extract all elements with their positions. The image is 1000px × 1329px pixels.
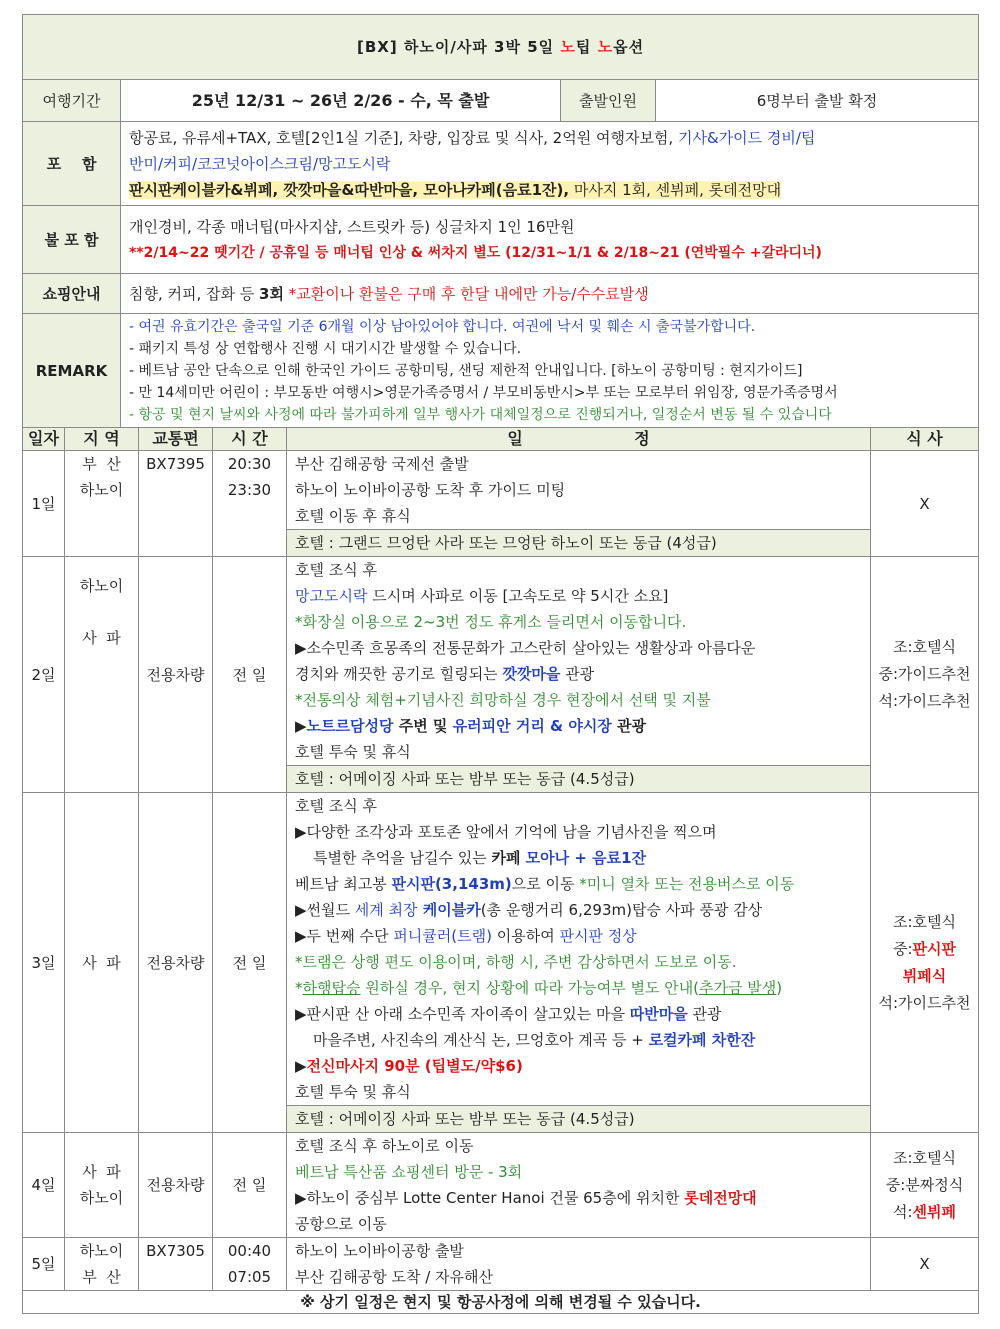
remark-item: - 패키지 특성 상 연합행사 진행 시 대기시간 발생할 수 있습니다.: [129, 340, 522, 357]
meal-cell: 조:호텔식 중:가이드추천 석:가이드추천: [871, 557, 979, 793]
hotel-info: 호텔 : 어메이징 사파 또는 밤부 또는 동급 (4.5성급): [287, 765, 870, 792]
hotel-info: 호텔 : 어메이징 사파 또는 밤부 또는 동급 (4.5성급): [287, 1105, 870, 1132]
itinerary-sheet: [22, 14, 978, 1314]
day-row: 4일 사 파 하노이 전용차량 전 일 호텔 조식 후 하노이로 이동 베트남 특산품 쇼핑센터 방문 - 3회 ▶하노이 중심부 Lotte Center Hanoi 건물 65층에 위치한 롯데전망대 공항으로 이동 조:호텔식 중:분짜정식 석:센뷔페: [23, 1133, 979, 1238]
meal-cell: 조:호텔식 중:분짜정식 석:센뷔페: [871, 1133, 979, 1238]
remark-item: - 만 14세미만 어린이 : 부모동반 여행시>영문가족증명서 / 부모비동반시>부 또는 모로부터 위임장, 영문가족증명서: [129, 384, 838, 401]
day-row: 1일 부 산 하노이 BX7395 20:30 23:30 부산 김해공항 국제선 출발 하노이 노이바이공항 도착 후 가이드 미팅 호텔 이동 후 휴식 호텔 : 그랜드 므엉탄 사라 또는 므엉탄 하노이 또는 동급 (4성급) X: [23, 451, 979, 557]
include-value: 항공료, 유류세+TAX, 호텔[2인1실 기준], 차량, 입장료 및 식사, 2억원 여행자보험, 기사&가이드 경비/팁 반미/커피/코코넛아이스크림/망고도시락 판시판케이블카&뷔페, 깟깟마을&따반마을, 모아나카페(음료1잔), 마사지 1회, 센뷔페, 롯데전망대: [121, 122, 979, 206]
exclude-label: 불 포 함: [23, 206, 121, 274]
period-value: 25년 12/31 ~ 26년 2/26 - 수, 목 출발: [121, 80, 561, 122]
people-value: 6명부터 출발 확정: [656, 80, 979, 122]
schedule-table: [22, 427, 979, 1314]
day-row: 2일 하노이 사 파 전용차량 전 일 호텔 조식 후 망고도시락 드시며 사파로 이동 [고속도로 약 5시간 소요] *화장실 이용으로 2~3번 정도 휴게소 들리면서 이동합니다. ▶소수민족 흐몽족의 전통문화가 고스란히 살아있는 생활상과 아름다운 경치와 깨끗한 공기로 힐링되는 깟깟마을 관광 *전통의상 체험+기념사진 희망하실 경우 현장에서 선택 및 지불 ▶노트르담성당 주변 및 유러피안 거리 & 야시장 관광 호텔 투숙 및 휴식 호텔 : 어메이징 사파 또는 밤부 또는 동급 (4.5성급) 조:호텔식 중:가이드추천 석:가이드추천: [23, 557, 979, 793]
meal-cell: 조:호텔식 중:판시판 뷔페식 석:가이드추천: [871, 793, 979, 1133]
period-label: 여행기간: [23, 80, 121, 122]
remark-item: - 여권 유효기간은 출국일 기준 6개월 이상 남아있어야 합니다. 여권에 낙서 및 훼손 시 출국불가합니다.: [129, 318, 756, 335]
schedule-header: 일자 지 역 교통편 시 간 일 정 식 사: [23, 428, 979, 451]
day-row: 5일 하노이 부 산 BX7305 00:40 07:05 하노이 노이바이공항 출발 부산 김해공항 도착 / 자유해산 X: [23, 1238, 979, 1291]
hotel-info: 호텔 : 그랜드 므엉탄 사라 또는 므엉탄 하노이 또는 동급 (4성급): [287, 529, 870, 556]
page-title: [BX] 하노이/사파 3박 5일 노팁 노옵션: [23, 15, 979, 80]
remark-item: - 항공 및 현지 날씨와 사정에 따라 불가피하게 일부 행사가 대체일정으로 진행되거나, 일정순서 변동 될 수 있습니다: [129, 406, 832, 423]
remark-list: [121, 314, 979, 428]
exclude-value: 개인경비, 각종 매너팁(마사지샵, 스트릿카 등) 싱글차지 1인 16만원 **2/14~22 뗏기간 / 공휴일 등 매너팁 인상 & 써차지 별도 (12/31~1/1 & 2/18~21 (연박필수 +갈라디너): [121, 206, 979, 274]
shopping-value: 침향, 커피, 잡화 등 3회 *교환이나 환불은 구매 후 한달 내에만 가능/수수료발생: [121, 274, 979, 314]
info-table: [22, 14, 979, 428]
people-label: 출발인원: [561, 80, 656, 122]
remark-label: REMARK: [23, 314, 121, 428]
footer-note: ※ 상기 일정은 현지 및 항공사정에 의해 변경될 수 있습니다.: [23, 1291, 979, 1314]
remark-item: - 베트남 공안 단속으로 인해 한국인 가이드 공항미팅, 샌딩 제한적 안내입니다. [하노이 공항미팅 : 현지가이드]: [129, 362, 803, 379]
include-label: 포 함: [23, 122, 121, 206]
shopping-label: 쇼핑안내: [23, 274, 121, 314]
day-row: 3일 사 파 전용차량 전 일 호텔 조식 후 ▶다양한 조각상과 포토존 앞에서 기억에 남을 기념사진을 찍으며 특별한 추억을 남길수 있는 카페 모아나 + 음료1잔 베트남 최고봉 판시판(3,143m)으로 이동 *미니 열차 또는 전용버스로 이동 ▶썬월드 세계 최장 케이블카(총 운행거리 6,293m)탑승 사파 풍광 감상 ▶두 번째 수단 퍼니큘러(트램) 이용하여 판시판 정상 *트램은 상행 편도 이용이며, 하행 시, 주변 감상하면서 도보로 이동. *하행탑승 원하실 경우, 현지 상황에 따라 가능여부 별도 안내(추가금 발생) ▶판시판 산 아래 소수민족 자이족이 살고있는 마을 따반마을 관광 마을주변, 사진속의 계산식 논, 므엉호아 계곡 등 + 로컬카페 차한잔 ▶전신마사지 90분 (팁별도/약$6) 호텔 투숙 및 휴식 호텔 : 어메이징 사파 또는 밤부 또는 동급 (4.5성급) 조:호텔식 중:판시판 뷔페식 석:가이드추천: [23, 793, 979, 1133]
